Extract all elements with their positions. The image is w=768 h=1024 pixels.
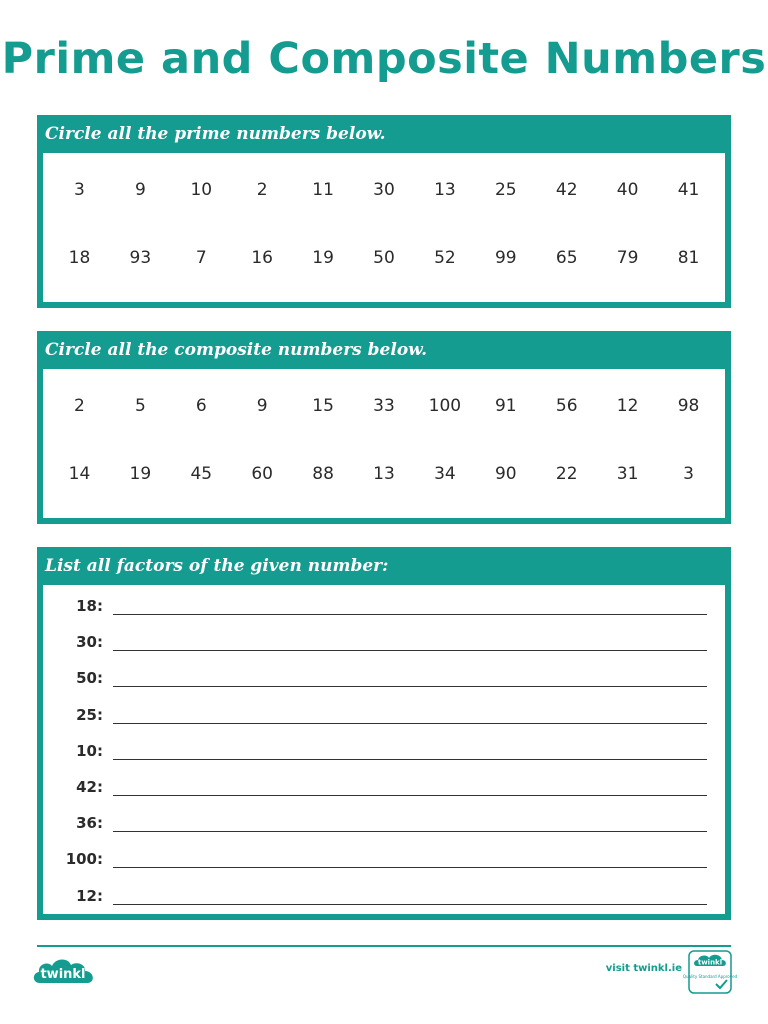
composite-number[interactable]: 6 xyxy=(195,396,207,416)
composite-numbers-box xyxy=(43,369,725,518)
logo-text: twinkl xyxy=(40,967,86,982)
composite-number[interactable]: 91 xyxy=(494,396,517,416)
composite-number[interactable]: 56 xyxy=(555,396,578,416)
composite-row-2 xyxy=(49,464,719,484)
factor-row xyxy=(43,706,725,728)
composite-section-heading: Circle all the composite numbers below. xyxy=(45,340,428,360)
composite-number[interactable]: 60 xyxy=(251,464,273,484)
composite-number[interactable]: 14 xyxy=(68,464,91,484)
footer-divider xyxy=(37,945,731,947)
factor-answer-line[interactable] xyxy=(113,867,707,868)
factor-number-label: 42: xyxy=(76,778,103,796)
factor-number-label: 18: xyxy=(76,597,103,615)
composite-number[interactable]: 33 xyxy=(373,396,395,416)
composite-number[interactable]: 88 xyxy=(312,464,334,484)
factor-answer-line[interactable] xyxy=(113,686,707,687)
prime-number[interactable]: 99 xyxy=(494,248,517,268)
composite-number[interactable]: 22 xyxy=(555,464,578,484)
page-title: Prime and Composite Numbers xyxy=(1,34,767,84)
factor-number-label: 30: xyxy=(76,633,103,652)
composite-number[interactable]: 98 xyxy=(677,396,700,416)
prime-number[interactable]: 16 xyxy=(251,248,273,268)
prime-number[interactable]: 7 xyxy=(195,248,207,268)
factor-row xyxy=(43,597,725,619)
factor-answer-line[interactable] xyxy=(113,650,707,651)
composite-number[interactable]: 34 xyxy=(434,464,456,484)
badge-subtext: Quality Standard Approved xyxy=(682,974,738,979)
prime-section xyxy=(37,115,731,308)
prime-number[interactable]: 50 xyxy=(373,248,395,268)
prime-number[interactable]: 52 xyxy=(434,248,456,268)
prime-number[interactable]: 81 xyxy=(677,248,700,268)
prime-section-heading: Circle all the prime numbers below. xyxy=(45,124,386,144)
factor-row xyxy=(43,814,725,836)
composite-number[interactable]: 15 xyxy=(312,396,334,416)
prime-number[interactable]: 41 xyxy=(677,180,700,200)
factor-answer-line[interactable] xyxy=(113,723,707,724)
prime-number[interactable]: 11 xyxy=(312,180,334,200)
composite-number[interactable]: 12 xyxy=(616,396,639,416)
prime-number[interactable]: 79 xyxy=(616,248,639,268)
prime-number[interactable]: 19 xyxy=(312,248,334,268)
factor-row xyxy=(43,887,725,909)
prime-number[interactable]: 65 xyxy=(555,248,578,268)
prime-number[interactable]: 2 xyxy=(256,180,268,200)
factor-row xyxy=(43,778,725,800)
prime-row-2 xyxy=(49,248,719,268)
prime-row-1 xyxy=(49,180,719,200)
factor-answer-line[interactable] xyxy=(113,759,707,760)
prime-number[interactable]: 42 xyxy=(555,180,578,200)
prime-number[interactable]: 13 xyxy=(434,180,456,200)
factor-row xyxy=(43,669,725,691)
composite-row-1 xyxy=(49,396,719,416)
factor-row xyxy=(43,850,725,872)
badge-text: twinkl xyxy=(697,958,723,967)
factor-number-label: 36: xyxy=(76,814,103,833)
prime-number[interactable]: 30 xyxy=(373,180,395,200)
composite-number[interactable]: 13 xyxy=(373,464,395,484)
composite-number[interactable]: 5 xyxy=(134,396,146,416)
factor-answer-line[interactable] xyxy=(113,614,707,615)
composite-number[interactable]: 19 xyxy=(129,464,152,484)
composite-number[interactable]: 31 xyxy=(616,464,639,484)
prime-number[interactable]: 3 xyxy=(74,180,85,200)
quality-badge xyxy=(682,950,738,994)
factor-number-label: 100: xyxy=(65,850,103,869)
factor-number-label: 50: xyxy=(76,669,103,688)
factors-box xyxy=(43,585,725,914)
composite-section xyxy=(37,331,731,524)
composite-number[interactable]: 3 xyxy=(683,464,694,484)
prime-number[interactable]: 9 xyxy=(134,180,146,200)
prime-number[interactable]: 93 xyxy=(129,248,152,268)
composite-number[interactable]: 45 xyxy=(190,464,213,484)
factors-section xyxy=(37,547,731,920)
factor-number-label: 12: xyxy=(76,886,103,905)
twinkl-logo xyxy=(30,953,100,989)
composite-number[interactable]: 9 xyxy=(256,396,268,416)
factor-answer-line[interactable] xyxy=(113,831,707,832)
prime-number[interactable]: 10 xyxy=(190,180,213,200)
factor-answer-line[interactable] xyxy=(113,795,707,796)
composite-number[interactable]: 2 xyxy=(74,396,85,416)
composite-number[interactable]: 90 xyxy=(494,464,517,484)
factor-row xyxy=(43,633,725,655)
factor-number-label: 10: xyxy=(76,741,103,760)
visit-link[interactable]: visit twinkl.ie xyxy=(605,963,682,974)
prime-numbers-box xyxy=(43,153,725,302)
composite-number[interactable]: 100 xyxy=(428,396,462,416)
factor-row xyxy=(43,742,725,764)
prime-number[interactable]: 25 xyxy=(494,180,517,200)
prime-number[interactable]: 40 xyxy=(616,180,639,200)
factor-number-label: 25: xyxy=(76,705,103,724)
prime-number[interactable]: 18 xyxy=(68,248,91,268)
factors-section-heading: List all factors of the given number: xyxy=(45,556,389,576)
factor-answer-line[interactable] xyxy=(113,904,707,905)
